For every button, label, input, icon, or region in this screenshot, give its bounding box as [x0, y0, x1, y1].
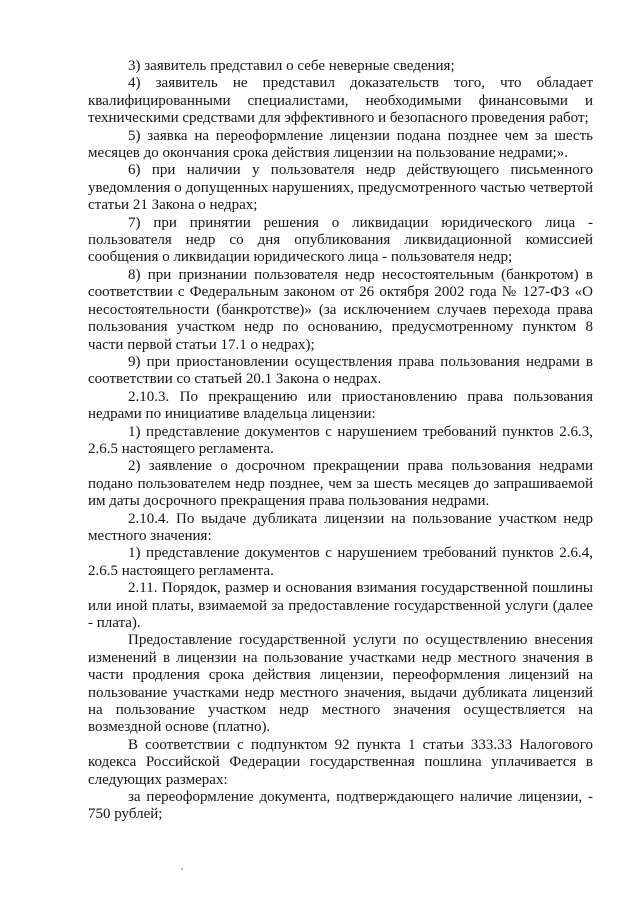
section-2-10-3: 2.10.3. По прекращению или приостановлению права пользования недрами по инициативе владельца лицензии: — [88, 388, 593, 423]
paragraph-paid-basis: Предоставление государственной услуги по осуществлению внесения изменений в лицензии на пользование участками недр местного значения в части продления срока действия лицензии, переоформления лицензий на пользование участками недр местного значения, выдачи дубликата лицензий на пользование участком недр местного значения осуществляется на возмездной основе (платно). — [88, 632, 593, 736]
paragraph-2-10-3-item-1: 1) представление документов с нарушением требований пунктов 2.6.3, 2.6.5 настоящего регламента. — [88, 423, 593, 457]
paragraph-item-5: 5) заявка на переоформление лицензии подана позднее чем за шесть месяцев до окончания срока действия лицензии на пользование недрами;». — [88, 127, 593, 162]
paragraph-2-10-4-item-1: 1) представление документов с нарушением требований пунктов 2.6.4, 2.6.5 настоящего регламента. — [88, 545, 593, 579]
paragraph-item-4: 4) заявитель не представил доказательств того, что обладает квалифицированными специалистами, необходимыми финансовыми и техническими средствами для эффективного и безопасного проведения работ; — [88, 75, 593, 127]
document-page — [88, 58, 593, 824]
paragraph-fee-reissue: за переоформление документа, подтверждающего наличие лицензии, - 750 рублей; — [88, 789, 593, 823]
paragraph-item-3: 3) заявитель представил о себе неверные сведения; — [128, 58, 455, 74]
paragraph-item-7: 7) при принятии решения о ликвидации юридического лица - пользователя недр со дня опубликования ликвидационной комиссией сообщения о ликвидации юридического лица - пользователя недр; — [88, 214, 593, 266]
paragraph-item-8: 8) при признании пользователя недр несостоятельным (банкротом) в соответствии с Федеральным законом от 26 октября 2002 года № 127-ФЗ «О несостоятельности (банкротстве)» (за исключением случаев перехода права пользования участком недр по основанию, предусмотренному пунктом 8 части первой статьи 17.1 о недрах); — [88, 266, 593, 353]
paragraph-item-9: 9) при приостановлении осуществления права пользования недрами в соответствии со статьей 20.1 Закона о недрах. — [88, 353, 593, 388]
paragraph-2-10-3-item-2: 2) заявление о досрочном прекращении права пользования недрами подано пользователем недр позднее, чем за шесть месяцев до запрашиваемой им даты досрочного прекращения права пользования недрами. — [88, 458, 593, 510]
scan-speck — [181, 868, 183, 870]
paragraph-item-6: 6) при наличии у пользователя недр действующего письменного уведомления о допущенных нарушениях, предусмотренного частью четвертой статьи 21 Закона о недрах; — [88, 162, 593, 214]
section-2-10-4: 2.10.4. По выдаче дубликата лицензии на пользование участком недр местного значения: — [88, 510, 593, 544]
paragraph-tax-code: В соответствии с подпунктом 92 пункта 1 статьи 333.33 Налогового кодекса Российской Федерации государственная пошлина уплачивается в следующих размерах: — [88, 736, 593, 788]
section-2-11: 2.11. Порядок, размер и основания взимания государственной пошлины или иной платы, взимаемой за предоставление государственной услуги (далее - плата). — [88, 580, 593, 631]
